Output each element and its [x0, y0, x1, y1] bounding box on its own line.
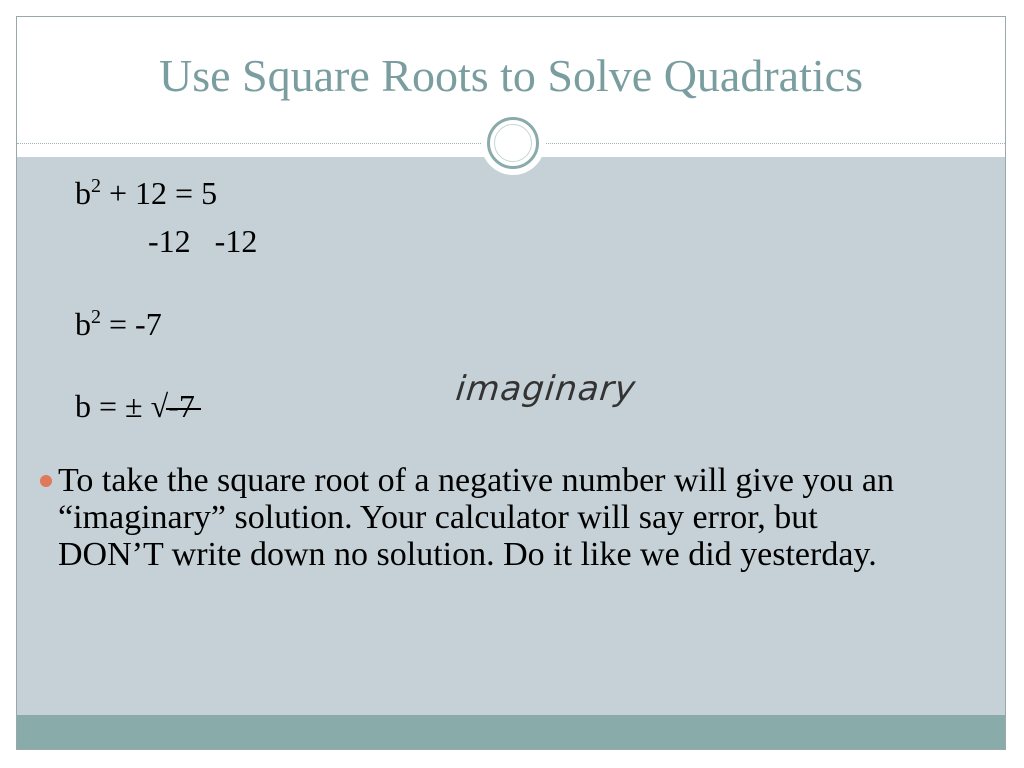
slide-title: Use Square Roots to Solve Quadratics	[159, 50, 863, 101]
equation-1-exponent: 2	[91, 175, 101, 197]
equation-line-1	[75, 176, 217, 209]
equation-3-rest: = -7	[101, 306, 162, 342]
footer-band	[17, 715, 1005, 749]
bullet-dot-icon	[40, 475, 52, 487]
equation-line-4	[75, 390, 195, 422]
equation-4-radicand: -7	[168, 388, 195, 424]
equation-3-variable: b	[75, 306, 91, 342]
equation-1-rest: + 12 = 5	[101, 175, 218, 211]
equation-line-3	[75, 307, 162, 340]
circle-ornament-icon	[481, 111, 545, 175]
equation-line-2: -12 -12	[148, 223, 258, 259]
equation-3-exponent: 2	[91, 306, 101, 328]
circle-ornament-inner	[494, 124, 532, 162]
circle-ornament-ring	[487, 117, 539, 169]
bullet-text: To take the square root of a negative number will give you an “imaginary” solution. Your calculator will say error, but DON’T write down no solution. Do it like we did yesterday.	[58, 462, 895, 573]
equation-1-variable: b	[75, 175, 91, 211]
equation-4-prefix: b = ± √	[75, 388, 169, 424]
imaginary-annotation: imaginary	[453, 369, 639, 409]
